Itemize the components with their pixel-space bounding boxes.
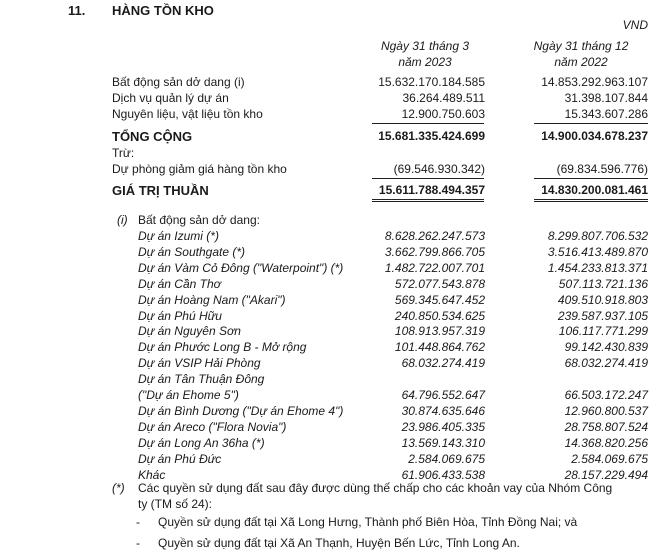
value-2022: 15.343.607.286 (564, 107, 648, 121)
net-rule-double-col1 (372, 201, 484, 202)
detail-value-2023: 1.482.722.007.701 (384, 261, 485, 275)
total-value-2023: 15.681.335.424.699 (378, 129, 485, 143)
net-label: GIÁ TRỊ THUẦN (112, 183, 209, 198)
column-header-2022: Ngày 31 tháng 12 năm 2022 (533, 39, 629, 69)
detail-value-2022: 66.503.172.247 (564, 388, 648, 402)
detail-value-2023: 569.345.647.452 (394, 293, 485, 307)
detail-value-2022: 507.113.721.136 (558, 277, 648, 291)
detail-value-2023: 101.448.864.762 (394, 340, 485, 354)
detail-row-label: Dự án Phú Đức (138, 452, 222, 466)
note-line-1: Các quyền sử dụng đất sau đây được dùng thế chấp cho các khoản vay của Nhóm Công (138, 481, 613, 495)
section-number: 11. (68, 3, 86, 18)
detail-value-2023: 240.850.534.625 (394, 309, 485, 323)
detail-row-label: Dự án Hoàng Nam ("Akari") (138, 293, 286, 307)
section-title: HÀNG TỒN KHO (112, 3, 214, 18)
value-2022: 31.398.107.844 (564, 91, 648, 105)
row-label: Bất động sản dở dang (i) (112, 75, 245, 89)
subtotal-rule-col2 (534, 123, 648, 124)
detail-row-label: Dự án Nguyên Sơn (138, 324, 241, 338)
value-2022: 14.853.292.963.107 (541, 75, 648, 89)
column-header-q1-2023: Ngày 31 tháng 3 năm 2023 (380, 39, 470, 69)
less-label: Trừ: (112, 146, 135, 160)
detail-marker: (i) (117, 213, 128, 227)
provision-value-2022: (69.834.596.776) (556, 162, 648, 176)
subtotal-rule-col1 (372, 123, 484, 124)
detail-value-2023: 2.584.069.675 (408, 452, 485, 466)
value-2023: 36.264.489.511 (402, 91, 485, 105)
detail-row-label: Khác (138, 468, 166, 482)
detail-value-2022: 239.587.937.105 (557, 309, 648, 323)
detail-value-2023: 8.628.262.247.573 (384, 229, 485, 243)
value-2023: 15.632.170.184.585 (378, 75, 485, 89)
detail-row-label: Dự án Vàm Cỏ Đông ("Waterpoint") (*) (138, 261, 344, 275)
total-label: TỔNG CỘNG (112, 129, 193, 144)
detail-value-2023: 30.874.635.646 (401, 404, 485, 418)
detail-value-2022: 28.758.807.524 (564, 420, 648, 434)
detail-row-label: Dự án Tân Thuận Đông (138, 372, 265, 386)
detail-row-label: ("Dự án Ehome 5") (138, 388, 239, 402)
detail-value-2023: 3.662.799.866.705 (384, 245, 485, 259)
provision-label: Dự phòng giảm giá hàng tồn kho (112, 162, 287, 176)
detail-value-2023: 13.569.143.310 (401, 436, 485, 450)
total-value-2022: 14.900.034.678.237 (541, 129, 648, 143)
note-bullet-dash: - (136, 536, 140, 550)
detail-row-label: Dự án Southgate (*) (138, 245, 245, 259)
detail-value-2022: 1.454.233.813.371 (547, 261, 648, 275)
note-bullet-2: Quyền sử dụng đất tại Xã An Thạnh, Huyện Bến Lức, Tỉnh Long An. (158, 536, 520, 550)
detail-row-label: Dự án Areco ("Flora Novia") (138, 420, 287, 434)
note-marker: (*) (112, 481, 125, 495)
detail-value-2022: 12.960.800.537 (564, 404, 648, 418)
detail-value-2023: 108.913.957.319 (394, 324, 485, 338)
row-label: Dịch vụ quản lý dự án (112, 91, 229, 105)
detail-value-2022: 8.299.807.706.532 (547, 229, 648, 243)
value-2023: 12.900.750.603 (401, 107, 485, 121)
row-label: Nguyên liệu, vật liệu tồn kho (112, 107, 263, 121)
net-rule-top-col1 (372, 178, 484, 179)
detail-value-2023: 572.077.543.878 (394, 277, 485, 291)
detail-row-label: Dự án VSIP Hải Phòng (138, 356, 261, 370)
note-line-2: ty (TM số 24): (138, 497, 213, 511)
detail-value-2022: 2.584.069.675 (571, 452, 648, 466)
net-rule-bottom-col1 (372, 199, 484, 200)
detail-value-2022: 99.142.430.839 (564, 340, 648, 354)
detail-value-2022: 106.117.771.299 (558, 324, 648, 338)
detail-value-2023: 64.796.552.647 (401, 388, 485, 402)
currency-label: VND (622, 18, 648, 32)
detail-value-2023: 23.986.405.335 (401, 420, 485, 434)
net-value-2023: 15.611.788.494.357 (378, 183, 485, 197)
detail-value-2023: 61.906.433.538 (401, 468, 485, 482)
detail-value-2022: 28.157.229.494 (564, 468, 648, 482)
detail-value-2022: 409.510.918.803 (557, 293, 648, 307)
detail-row-label: Dự án Cần Thơ (138, 277, 221, 291)
detail-value-2022: 14.368.820.256 (564, 436, 648, 450)
net-rule-top-col2 (534, 178, 648, 179)
net-value-2022: 14.830.200.081.461 (541, 183, 648, 197)
detail-row-label: Dự án Phú Hữu (138, 309, 222, 323)
net-rule-bottom-col2 (534, 199, 648, 200)
detail-row-label: Dự án Phước Long B - Mở rộng (138, 340, 307, 354)
detail-value-2022: 3.516.413.489.870 (547, 245, 648, 259)
detail-row-label: Dự án Izumi (*) (138, 229, 219, 243)
detail-title: Bất động sản dở dang: (138, 213, 260, 227)
detail-row-label: Dự án Long An 36ha (*) (138, 436, 265, 450)
note-bullet-dash: - (136, 515, 140, 529)
note-bullet-1: Quyền sử dụng đất tại Xã Long Hưng, Thành phố Biên Hòa, Tỉnh Đồng Nai; và (158, 515, 578, 529)
detail-value-2023: 68.032.274.419 (401, 356, 485, 370)
detail-row-label: Dự án Bình Dương ("Dự án Ehome 4") (138, 404, 344, 418)
detail-value-2022: 68.032.274.419 (564, 356, 648, 370)
provision-value-2023: (69.546.930.342) (393, 162, 485, 176)
net-rule-double-col2 (534, 201, 648, 202)
